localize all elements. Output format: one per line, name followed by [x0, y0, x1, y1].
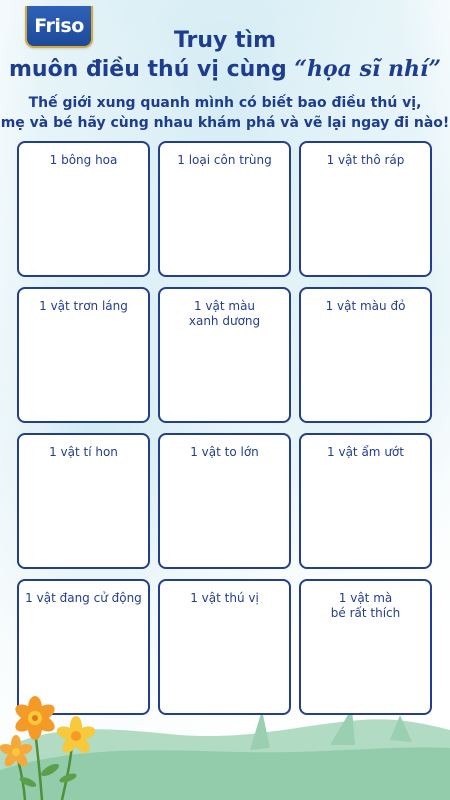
card-rough[interactable] [299, 141, 432, 277]
card-label: 1 vật màu đỏ [325, 299, 406, 313]
card-smooth[interactable] [17, 287, 150, 423]
subtitle-line-1: Thế giới xung quanh mình có biết bao điều thú vị, [28, 95, 422, 111]
title-highlight: “họa sĩ nhí” [294, 56, 442, 82]
title-line-2-prefix: muôn điều thú vị cùng [8, 57, 295, 82]
title-line-2 [0, 55, 450, 84]
card-label: 1 vật ẩm ướt [327, 445, 404, 459]
card-label: 1 vật thú vị [190, 591, 259, 605]
card-insect[interactable] [158, 141, 291, 277]
subtitle-line-2: mẹ và bé hãy cùng nhau khám phá và vẽ lại ngay đi nào! [0, 115, 450, 131]
card-label: 1 vật trơn láng [39, 299, 128, 313]
card-label: 1 bông hoa [49, 153, 118, 167]
page-subtitle [0, 93, 450, 133]
card-label: 1 vật thô ráp [326, 153, 405, 167]
card-label: 1 vật màu xanh dương [188, 299, 261, 328]
title-line-1: Truy tìm [173, 28, 277, 53]
flowers-decoration [0, 690, 120, 800]
card-red[interactable] [299, 287, 432, 423]
card-big[interactable] [158, 433, 291, 569]
flower-3-icon [0, 735, 34, 769]
card-flower[interactable] [17, 141, 150, 277]
card-favorite[interactable] [299, 579, 432, 715]
card-label: 1 vật đang cử động [25, 591, 142, 605]
friso-logo [25, 6, 93, 48]
flower-1-icon [12, 696, 57, 740]
logo-text: Friso [34, 15, 84, 37]
card-tiny[interactable] [17, 433, 150, 569]
card-label: 1 vật to lớn [190, 445, 259, 459]
card-label: 1 loại côn trùng [177, 153, 272, 167]
card-label: 1 vật mà bé rất thích [330, 591, 401, 620]
card-interesting[interactable] [158, 579, 291, 715]
card-label: 1 vật tí hon [49, 445, 118, 459]
card-wet[interactable] [299, 433, 432, 569]
flower-2-icon [55, 716, 97, 756]
card-blue[interactable] [158, 287, 291, 423]
